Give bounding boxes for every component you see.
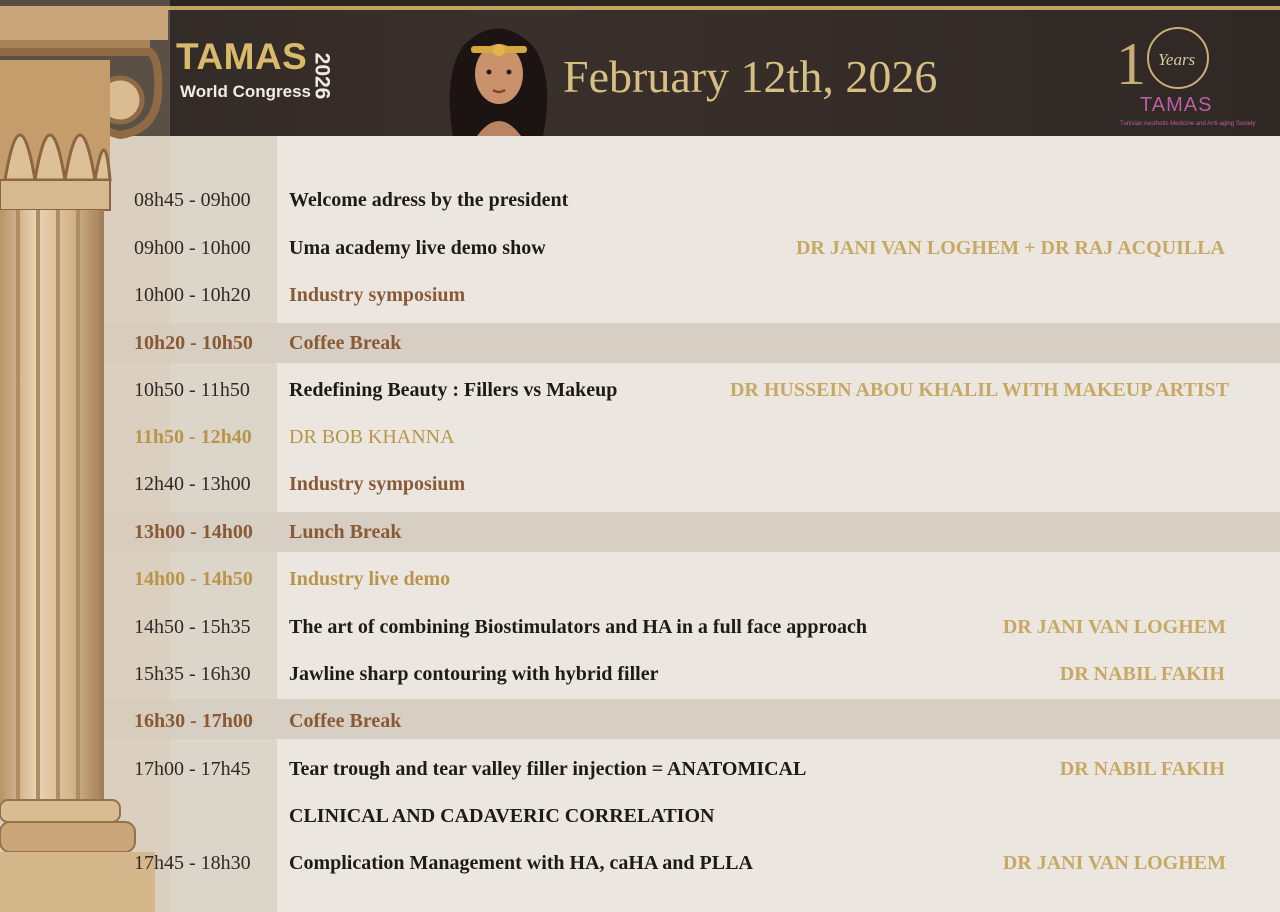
session-title: Jawline sharp contouring with hybrid filler <box>289 663 659 685</box>
session-time: 13h00 - 14h00 <box>134 521 253 543</box>
session-time: 14h50 - 15h35 <box>134 616 251 638</box>
anniversary-brand: TAMAS <box>1140 94 1213 116</box>
woman-portrait-image <box>443 16 553 136</box>
session-time: 09h00 - 10h00 <box>134 237 251 259</box>
session-speaker: DR JANI VAN LOGHEM + DR RAJ ACQUILLA <box>795 237 1225 259</box>
session-time: 10h00 - 10h20 <box>134 284 251 306</box>
session-title: Tear trough and tear valley filler injection = ANATOMICAL <box>289 758 807 780</box>
session-title: Uma academy live demo show <box>289 237 546 259</box>
event-date: February 12th, 2026 <box>563 51 938 102</box>
session-title-continued: CLINICAL AND CADAVERIC CORRELATION <box>289 805 715 827</box>
session-time: 08h45 - 09h00 <box>134 189 251 211</box>
session-title: Lunch Break <box>289 521 402 543</box>
session-time: 14h00 - 14h50 <box>134 568 253 590</box>
anniversary-years: Years <box>1158 50 1196 69</box>
brand-year: 2026 <box>310 52 334 100</box>
brand-subtitle: World Congress <box>180 82 311 101</box>
svg-text:1: 1 <box>1116 31 1146 97</box>
session-time: 10h20 - 10h50 <box>134 332 253 354</box>
session-speaker: DR NABIL FAKIH <box>1059 758 1225 780</box>
session-title: Complication Management with HA, caHA and PLLA <box>289 852 753 874</box>
session-speaker: DR HUSSEIN ABOU KHALIL WITH MAKEUP ARTIST <box>729 379 1229 401</box>
session-time: 10h50 - 11h50 <box>134 379 250 401</box>
session-time: 15h35 - 16h30 <box>134 663 251 685</box>
session-speaker: DR JANI VAN LOGHEM <box>1002 852 1226 874</box>
session-title: Welcome adress by the president <box>289 189 569 211</box>
session-title: Industry symposium <box>289 284 466 306</box>
session-title: DR BOB KHANNA <box>289 426 455 448</box>
congress-brand <box>176 36 346 106</box>
anniversary-tagline: Tunisian Aesthetic Medicine and Anti-aging Society <box>1120 121 1256 127</box>
brand-name: TAMAS <box>176 36 308 77</box>
session-title: Industry symposium <box>289 473 466 495</box>
session-time: 16h30 - 17h00 <box>134 710 253 732</box>
session-title: Coffee Break <box>289 710 402 732</box>
session-time: 17h00 - 17h45 <box>134 758 251 780</box>
session-title: Redefining Beauty : Fillers vs Makeup <box>289 379 618 401</box>
session-title: Coffee Break <box>289 332 402 354</box>
session-speaker: DR NABIL FAKIH <box>1059 663 1225 685</box>
session-time: 17h45 - 18h30 <box>134 852 251 874</box>
session-speaker: DR JANI VAN LOGHEM <box>1002 616 1226 638</box>
session-title: Industry live demo <box>289 568 451 590</box>
session-time: 11h50 - 12h40 <box>134 426 252 448</box>
session-time: 12h40 - 13h00 <box>134 473 251 495</box>
session-title: The art of combining Biostimulators and HA in a full face approach <box>289 616 868 638</box>
